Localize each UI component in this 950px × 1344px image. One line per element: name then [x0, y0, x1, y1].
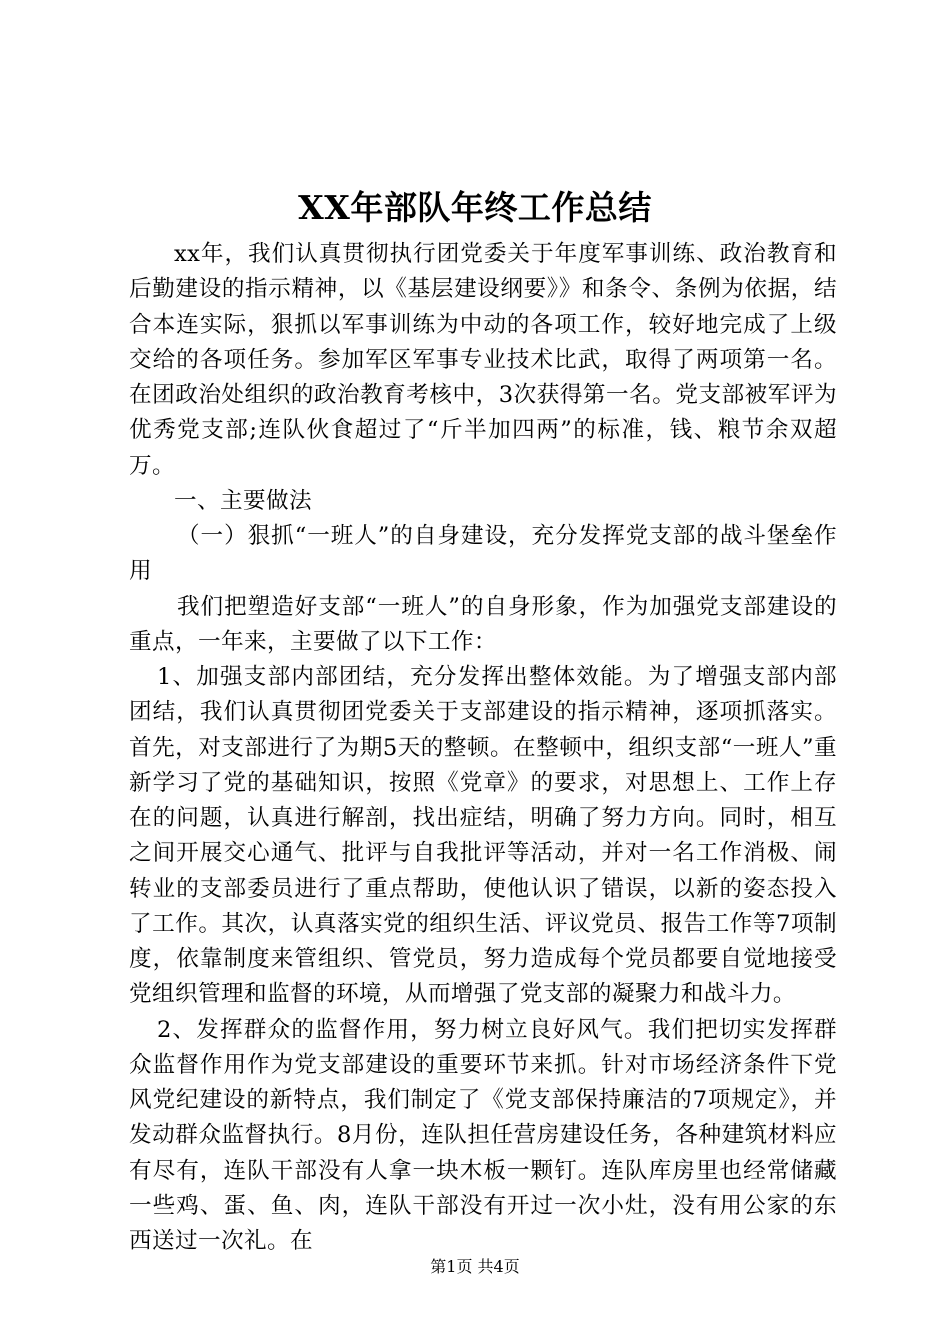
body-paragraph-item-1: 1、加强支部内部团结，充分发挥出整体效能。为了增强支部内部团结，我们认真贯彻团党委关于支部建设的指示精神，逐项抓落实。首先，对支部进行了为期5天的整顿。在整顿中，组织支部“一班人”重新学习了党的基础知识，按照《党章》的要求，对思想上、工作上存在的问题，认真进行解剖，找出症结，明确了努力方向。同时，相互之间开展交心通气、批评与自我批评等活动，并对一名工作消极、闹转业的支部委员进行了重点帮助，使他认识了错误，以新的姿态投入了工作。其次，认真落实党的组织生活、评议党员、报告工作等7项制度，依靠制度来管组织、管党员，努力造成每个党员都要自觉地接受党组织管理和监督的环境，从而增强了党支部的凝聚力和战斗力。: [129, 664, 837, 1008]
body-paragraph: 我们把塑造好支部“一班人”的自身形象，作为加强党支部建设的重点，一年来，主要做了以下工作：: [129, 593, 837, 655]
page-number-footer: 第1页 共4页: [430, 1257, 520, 1276]
body-paragraph-item-2: 2、发挥群众的监督作用，努力树立良好风气。我们把切实发挥群众监督作用作为党支部建设的重要环节来抓。针对市场经济条件下党风党纪建设的新特点，我们制定了《党支部保持廉洁的7项规定》，并发动群众监督执行。8月份，连队担任营房建设任务，各种建筑材料应有尽有，连队干部没有人拿一块木板一颗钉。连队库房里也经常储藏一些鸡、蛋、鱼、肉，连队干部没有开过一次小灶，没有用公家的东西送过一次礼。在: [129, 1016, 837, 1254]
document-title: XX年部队年终工作总结: [298, 188, 652, 227]
intro-paragraph: xx年，我们认真贯彻执行团党委关于年度军事训练、政治教育和后勤建设的指示精神，以《基层建设纲要》》和条令、条例为依据，结合本连实际，狠抓以军事训练为中动的各项工作，较好地完成了上级交给的各项任务。参加军区军事专业技术比武，取得了两项第一名。在团政治处组织的政治教育考核中，3次获得第一名。党支部被军评为优秀党支部;连队伙食超过了“斤半加四两”的标准，钱、粮节余双超万。: [129, 241, 837, 479]
section-heading-main-methods: 一、主要做法: [174, 487, 312, 514]
document-body: [129, 237, 837, 1259]
subsection-heading-1: （一）狠抓“一班人”的自身建设，充分发挥党支部的战斗堡垒作用: [129, 523, 837, 585]
